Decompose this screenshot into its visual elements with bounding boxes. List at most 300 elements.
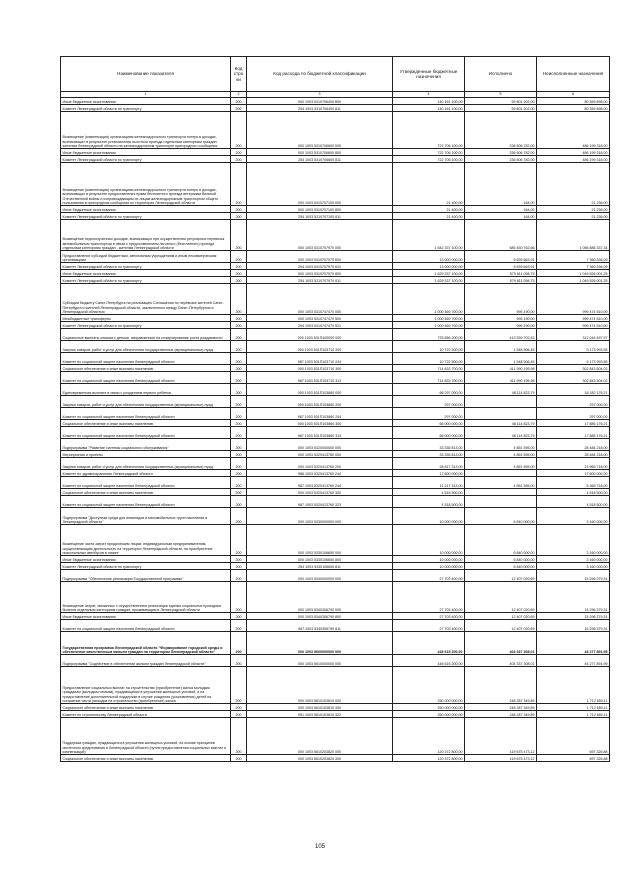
row-name: Социальное обеспечение и иные выплаты населению (61, 365, 231, 372)
col-number: 3 (247, 92, 393, 98)
row-unexecuted: 15 296 379,31 (537, 582, 610, 613)
row-executed: 413 539 702,43 (465, 329, 537, 341)
header-unexecuted: Неисполненные назначения (537, 57, 610, 92)
row-budget-code: 254 1003 5310747470 521 (247, 322, 393, 329)
row-approved: 27 703 400,00 (393, 570, 465, 582)
row-line-code: 200 (231, 477, 247, 489)
row-line-code: 200 (231, 570, 247, 582)
row-line-code: 200 (231, 613, 247, 620)
row-executed: 164,00 (465, 213, 537, 220)
table-row (61, 470, 610, 477)
row-name: Межбюджетные трансферты (61, 315, 231, 322)
row-unexecuted: 15 296 379,31 (537, 620, 610, 632)
row-name: Подпрограмма "Доступная среда для инвалидов и маломобильных групп населения в Ленинградской области" (61, 508, 231, 525)
row-budget-code: 000 1003 531П103860 200 (247, 396, 393, 408)
row-line-code: 200 (231, 353, 247, 365)
row-executed: 248 287 349,89 (465, 667, 537, 704)
table-row (61, 384, 610, 396)
header-budget-code: Код расхода по бюджетной классификации (247, 57, 393, 92)
row-budget-code: 000 1003 5310707100 800 (247, 206, 393, 213)
row-budget-code: 000 1003 531П103860 300 (247, 420, 393, 427)
row-unexecuted: 17 600 000,00 (537, 470, 610, 477)
row-budget-code: 254 1003 5330106650 811 (247, 563, 393, 570)
row-budget-code: 000 1003 5610000000 000 (247, 655, 393, 667)
row-line-code: 200 (231, 365, 247, 372)
row-approved: 27 703 400,00 (393, 582, 465, 613)
row-executed: 236 506 782,00 (465, 156, 537, 163)
row-line-code: 200 (231, 263, 247, 270)
row-approved: 21 400,00 (393, 206, 465, 213)
row-line-code: 200 (231, 620, 247, 632)
row-unexecuted: 21 236,00 (537, 206, 610, 213)
table-row (61, 632, 610, 655)
table-row (61, 704, 610, 711)
row-approved: 13 000 000,00 (393, 263, 465, 270)
row-budget-code: 000 1003 5320413760 200 (247, 458, 393, 470)
row-budget-code: 987 1003 531П103860 244 (247, 408, 393, 420)
table-row (61, 508, 610, 525)
page-number: 105 (314, 844, 325, 850)
row-executed: 995 190,00 (465, 322, 537, 329)
row-name: Государственная программа Ленинградской области "Формирование городской среды и обеспечение качественным жильем граждан на территории Ленинградской области" (61, 632, 231, 655)
row-approved: 140 161 100,00 (393, 98, 465, 105)
row-line-code: 200 (231, 112, 247, 149)
row-name: Закупка товаров, работ и услуг для обеспечения государственных (муниципальных) нужд (61, 458, 231, 470)
row-executed: 5 639 663,91 (465, 263, 537, 270)
row-approved: 297 000,00 (393, 396, 465, 408)
row-budget-code: 254 1003 5310706600 811 (247, 156, 393, 163)
row-name: Мероприятия и проекты (61, 451, 231, 458)
row-approved: 10 722 500,00 (393, 353, 465, 365)
row-name: Комитет по социальной защите населения Ленинградской области (61, 477, 231, 489)
row-approved: 1 629 337 100,00 (393, 270, 465, 277)
table-row (61, 582, 610, 613)
table-row (61, 353, 610, 365)
row-unexecuted: 44 277 891,99 (537, 632, 610, 655)
row-unexecuted: 1 056 886 337,34 (537, 220, 610, 251)
row-approved: 448 615 200,00 (393, 655, 465, 667)
table-row (61, 427, 610, 439)
row-executed: 12 407 020,69 (465, 570, 537, 582)
row-budget-code: 000 1003 5310707970 000 (247, 220, 393, 251)
row-executed: 1 548 506,45 (465, 341, 537, 353)
row-budget-code: 951 1003 5610103810 322 (247, 711, 393, 718)
row-budget-code: 000 1003 5330000000 000 (247, 508, 393, 525)
row-executed: 12 407 020,69 (465, 582, 537, 613)
row-line-code: 200 (231, 525, 247, 556)
row-unexecuted: 15 296 379,31 (537, 613, 610, 620)
table-row (61, 284, 610, 315)
row-budget-code: 000 1003 5340000000 000 (247, 570, 393, 582)
row-unexecuted: 23 965 718,00 (537, 458, 610, 470)
row-approved: 27 703 400,00 (393, 620, 465, 632)
header-approved: Утвержденные бюджетные назначения (393, 57, 465, 92)
row-unexecuted: 1 049 526 001,25 (537, 270, 610, 277)
table-row (61, 408, 610, 420)
row-unexecuted: 6 365 718,00 (537, 477, 610, 489)
row-line-code: 200 (231, 384, 247, 396)
row-budget-code: 000 1003 5310706600 000 (247, 112, 393, 149)
row-budget-code: 987 1003 531П103860 313 (247, 427, 393, 439)
row-name: Комитет по строительству Ленинградской области (61, 711, 231, 718)
row-line-code: 200 (231, 704, 247, 711)
row-line-code: 200 (231, 711, 247, 718)
row-name: Возмещение (компенсация) организациям железнодорожного транспорта потерь в доходах, возникающих в результате установления льготного проезда отдельным категориям граждан жителям Ленинградской области на железнодорожном транспорте пригородного сообщения (61, 112, 231, 149)
row-line-code: 200 (231, 341, 247, 353)
table-body (61, 98, 610, 762)
table-row (61, 263, 610, 270)
row-name: Социальное обеспечение и иные выплаты населению (61, 489, 231, 496)
row-unexecuted: 80 359 898,00 (537, 98, 610, 105)
row-line-code: 200 (231, 439, 247, 451)
table-row (61, 315, 610, 322)
row-unexecuted: 312 016 497,57 (537, 329, 610, 341)
table-row (61, 149, 610, 156)
row-approved: 10 000 000,00 (393, 508, 465, 525)
row-line-code: 200 (231, 496, 247, 508)
row-executed: 6 840 000,00 (465, 508, 537, 525)
row-unexecuted: 1 712 650,11 (537, 704, 610, 711)
row-executed: 1 548 506,45 (465, 353, 537, 365)
row-approved: 1 642 337 100,00 (393, 220, 465, 251)
row-line-code: 200 (231, 489, 247, 496)
table-row (61, 112, 610, 149)
header-code: Код стро ки (231, 57, 247, 92)
row-line-code: 200 (231, 213, 247, 220)
row-unexecuted: 297 000,00 (537, 408, 610, 420)
row-executed: 164,00 (465, 163, 537, 206)
row-budget-code: 254 1003 5310707100 811 (247, 213, 393, 220)
row-name: Возмещение части затрат юридическим лицам, индивидуальным предпринимателям, осуществляющим деятельность на территории Ленинградской области, на приобретение низкопольных автобусов в лизинг (61, 525, 231, 556)
row-unexecuted: 486 199 318,00 (537, 156, 610, 163)
row-unexecuted: 21 236,00 (537, 213, 610, 220)
row-budget-code: 000 1003 5600000000 000 (247, 632, 393, 655)
row-line-code: 200 (231, 396, 247, 408)
row-line-code: 200 (231, 284, 247, 315)
row-name: Подпрограмма "Содействие в обеспечении жильем граждан Ленинградской области" (61, 655, 231, 667)
row-name: Комитет Ленинградской области по транспорту (61, 563, 231, 570)
row-approved: 250 000 000,00 (393, 704, 465, 711)
row-approved: 66 297 000,00 (393, 384, 465, 396)
row-line-code: 200 (231, 322, 247, 329)
row-name: Возмещение затрат, связанных с осуществлением реализации единых социальных проездных билетов отдельным категориям граждан, проживающим в Ленинградской области (61, 582, 231, 613)
row-budget-code: 000 1003 5610203820 000 (247, 718, 393, 755)
row-approved: 120 372 800,00 (393, 755, 465, 762)
table-row (61, 496, 610, 508)
row-executed: 404 337 308,01 (465, 632, 537, 655)
row-name: Иные бюджетные ассигнования (61, 270, 231, 277)
row-approved: 10 722 500,00 (393, 341, 465, 353)
row-line-code: 200 (231, 206, 247, 213)
row-approved: 28 817 313,00 (393, 458, 465, 470)
table-row (61, 270, 610, 277)
table-row (61, 322, 610, 329)
row-unexecuted: 486 199 318,00 (537, 149, 610, 156)
row-executed (465, 470, 537, 477)
row-line-code: 200 (231, 563, 247, 570)
table-row (61, 667, 610, 704)
row-budget-code: 000 1003 5320413760 300 (247, 489, 393, 496)
row-line-code: 200 (231, 315, 247, 322)
row-unexecuted: 1 712 650,11 (537, 667, 610, 704)
row-budget-code: 000 1003 5610203820 300 (247, 755, 393, 762)
row-approved: 17 600 000,00 (393, 470, 465, 477)
row-budget-code: 000 1003 531П100000 000 (247, 329, 393, 341)
row-approved: 1 000 469 700,00 (393, 284, 465, 315)
row-name: Субсидии бюджету Санкт-Петербурга на реализацию Соглашения по перевозке жителей Санкт-Петербурга и жителей Ленинградской области, заключенного между Санкт-Петербургом и Ленинградской областью (61, 284, 231, 315)
row-name: Комитет по социальной защите населения Ленинградской области (61, 427, 231, 439)
row-name: Подпрограмма "Обеспечение реализации Государственной программы" (61, 570, 231, 582)
row-name: Социальное обеспечение и иные выплаты населению (61, 420, 231, 427)
col-number: 4 (393, 92, 465, 98)
row-unexecuted: 999 474 510,00 (537, 284, 610, 315)
row-name: Поддержка граждан, нуждающихся в улучшении жилищных условий, на основе принципов ипотечного кредитования в Ленинградской области (путем предоставления социальных выплат и компенсаций) (61, 718, 231, 755)
row-approved: 27 703 400,00 (393, 613, 465, 620)
row-executed: 6 840 000,00 (465, 556, 537, 563)
table-row (61, 251, 610, 263)
row-budget-code: 254 1003 5310706400 811 (247, 105, 393, 112)
row-executed: 411 990 195,98 (465, 372, 537, 384)
row-name: Иные бюджетные ассигнования (61, 556, 231, 563)
row-unexecuted: 3 160 000,00 (537, 563, 610, 570)
row-executed: 48 114 823,79 (465, 427, 537, 439)
row-executed: 4 851 595,00 (465, 477, 537, 489)
row-unexecuted: 999 474 510,00 (537, 322, 610, 329)
row-executed: 995 190,00 (465, 315, 537, 322)
row-unexecuted: 1 712 650,11 (537, 711, 610, 718)
row-line-code: 200 (231, 655, 247, 667)
row-line-code: 200 (231, 149, 247, 156)
row-executed: 12 407 020,69 (465, 613, 537, 620)
row-line-code: 200 (231, 458, 247, 470)
row-budget-code: 000 1003 5320000000 000 (247, 439, 393, 451)
col-number: 2 (231, 92, 247, 98)
row-budget-code: 254 1003 5310707970 631 (247, 263, 393, 270)
row-executed: 579 811 098,75 (465, 270, 537, 277)
row-unexecuted: 486 199 318,00 (537, 112, 610, 149)
row-line-code: 200 (231, 718, 247, 755)
row-line-code: 200 (231, 251, 247, 263)
row-approved: 140 161 100,00 (393, 105, 465, 112)
row-line-code: 200 (231, 451, 247, 458)
row-executed: 48 114 823,79 (465, 384, 537, 396)
row-name: Закупка товаров, работ и услуг для обеспечения государственных (муниципальных) нужд (61, 396, 231, 408)
row-unexecuted: 28 484 218,00 (537, 439, 610, 451)
document-page (60, 56, 609, 762)
row-approved: 250 000 000,00 (393, 667, 465, 704)
table-header-row (61, 57, 610, 92)
row-line-code: 200 (231, 427, 247, 439)
row-name: Комитет по социальной защите населения Ленинградской области (61, 372, 231, 384)
table-row (61, 563, 610, 570)
row-line-code: 200 (231, 420, 247, 427)
table-row (61, 213, 610, 220)
table-row (61, 655, 610, 667)
row-approved: 250 000 000,00 (393, 711, 465, 718)
row-name: Комитет Ленинградской области по транспорту (61, 277, 231, 284)
row-approved: 66 000 000,00 (393, 427, 465, 439)
row-line-code: 200 (231, 372, 247, 384)
row-executed (465, 408, 537, 420)
row-budget-code: 986 1003 5320413760 244 (247, 470, 393, 477)
row-unexecuted: 1 049 526 001,25 (537, 277, 610, 284)
row-unexecuted: 9 173 993,55 (537, 353, 610, 365)
table-row (61, 451, 610, 458)
row-unexecuted: 999 474 510,00 (537, 315, 610, 322)
row-budget-code: 000 1003 5610103810 300 (247, 704, 393, 711)
row-name: Комитет Ленинградской области по транспорту (61, 263, 231, 270)
row-approved: 10 000 000,00 (393, 563, 465, 570)
row-executed: 6 840 000,00 (465, 525, 537, 556)
row-approved: 11 217 313,00 (393, 477, 465, 489)
row-unexecuted: 28 484 218,00 (537, 451, 610, 458)
row-budget-code: 000 1003 5330106650 800 (247, 556, 393, 563)
table-row (61, 439, 610, 451)
row-budget-code: 000 1003 531П103710 200 (247, 341, 393, 353)
row-executed: 4 851 595,00 (465, 458, 537, 470)
table-row (61, 489, 610, 496)
row-executed: 248 287 349,89 (465, 704, 537, 711)
row-name: Социальные выплаты семьям с детьми, направленные на стимулирование роста рождаемости (61, 329, 231, 341)
row-approved: 1 000 469 700,00 (393, 322, 465, 329)
row-unexecuted: 18 182 176,21 (537, 384, 610, 396)
row-line-code: 200 (231, 755, 247, 762)
row-executed (465, 396, 537, 408)
table-row (61, 755, 610, 762)
row-unexecuted: 7 360 336,09 (537, 263, 610, 270)
row-name: Комитет по социальной защите населения Ленинградской области (61, 496, 231, 508)
table-row (61, 613, 610, 620)
table-row (61, 420, 610, 427)
row-approved: 13 000 000,00 (393, 251, 465, 263)
row-approved: 722 706 100,00 (393, 112, 465, 149)
row-name: Комитет по здравоохранению Ленинградской области (61, 470, 231, 477)
row-budget-code: 000 1003 5310706400 800 (247, 98, 393, 105)
row-budget-code: 000 1003 5310707100 000 (247, 163, 393, 206)
row-unexecuted: 9 173 993,55 (537, 341, 610, 353)
table-row (61, 277, 610, 284)
row-approved: 4 518 500,00 (393, 496, 465, 508)
row-budget-code: 987 1003 531П103710 244 (247, 353, 393, 365)
table-row (61, 98, 610, 105)
row-executed: 236 506 782,00 (465, 112, 537, 149)
row-executed: 4 851 595,00 (465, 439, 537, 451)
row-unexecuted: 3 160 000,00 (537, 508, 610, 525)
row-approved: 722 706 100,00 (393, 149, 465, 156)
row-unexecuted: 697 326,88 (537, 755, 610, 762)
row-name: Социальное обеспечение и иные выплаты населению (61, 755, 231, 762)
row-budget-code: 000 1003 5340306790 800 (247, 613, 393, 620)
row-approved: 33 335 813,00 (393, 451, 465, 458)
row-budget-code: 000 1003 5310706600 800 (247, 149, 393, 156)
row-executed: 248 287 349,89 (465, 711, 537, 718)
row-line-code: 200 (231, 470, 247, 477)
row-name: Подпрограмма "Развитие системы социального обслуживания" (61, 439, 231, 451)
row-executed: 6 840 000,00 (465, 563, 537, 570)
row-executed: 164,00 (465, 206, 537, 213)
row-name: Комитет по социальной защите населения Ленинградской области (61, 408, 231, 420)
row-unexecuted: 80 359 898,00 (537, 105, 610, 112)
row-name: Комитет Ленинградской области по транспорту (61, 156, 231, 163)
table-row (61, 163, 610, 206)
table-row (61, 718, 610, 755)
row-unexecuted: 7 360 336,09 (537, 251, 610, 263)
row-executed: 5 639 663,91 (465, 251, 537, 263)
row-budget-code: 000 1003 5610103810 000 (247, 667, 393, 704)
row-line-code: 200 (231, 329, 247, 341)
row-budget-code: 000 1003 5320413760 000 (247, 451, 393, 458)
col-number: 1 (61, 92, 231, 98)
row-unexecuted: 4 518 500,00 (537, 489, 610, 496)
row-name: Комитет Ленинградской области по транспорту (61, 105, 231, 112)
row-unexecuted: 4 518 500,00 (537, 496, 610, 508)
row-executed: 59 801 202,00 (465, 105, 537, 112)
row-approved: 714 833 700,00 (393, 372, 465, 384)
row-approved: 714 833 700,00 (393, 365, 465, 372)
table-row (61, 620, 610, 632)
row-approved: 4 518 500,00 (393, 489, 465, 496)
row-executed: 411 990 195,98 (465, 365, 537, 372)
row-name: Иные бюджетные ассигнования (61, 98, 231, 105)
row-name: Комитет Ленинградской области по транспорту (61, 213, 231, 220)
row-name: Закупка товаров, работ и услуг для обеспечения государственных (муниципальных) нужд (61, 341, 231, 353)
row-name: Иные бюджетные ассигнования (61, 206, 231, 213)
row-budget-code: 987 1003 5340306790 811 (247, 620, 393, 632)
row-executed: 585 450 762,66 (465, 220, 537, 251)
row-line-code: 200 (231, 98, 247, 105)
row-executed: 119 675 473,12 (465, 718, 537, 755)
row-approved: 10 000 000,00 (393, 556, 465, 563)
row-line-code: 200 (231, 667, 247, 704)
table-row (61, 711, 610, 718)
row-approved: 21 400,00 (393, 163, 465, 206)
row-unexecuted: 302 843 504,02 (537, 365, 610, 372)
row-unexecuted: 17 885 176,21 (537, 427, 610, 439)
row-budget-code: 987 1003 531П103710 313 (247, 372, 393, 384)
row-approved: 33 335 813,00 (393, 439, 465, 451)
row-budget-code: 000 1003 531П103710 300 (247, 365, 393, 372)
row-budget-code: 000 1003 5310747470 000 (247, 284, 393, 315)
row-line-code: 200 (231, 277, 247, 284)
row-executed (465, 496, 537, 508)
row-name: Предоставление субсидий бюджетным, автономным учреждениям и иным некоммерческим организациям (61, 251, 231, 263)
row-executed: 579 811 098,75 (465, 277, 537, 284)
row-approved: 120 372 800,00 (393, 718, 465, 755)
table-row (61, 365, 610, 372)
table-row (61, 525, 610, 556)
header-name: Наименование показателя (61, 57, 231, 92)
row-unexecuted: 17 885 176,21 (537, 420, 610, 427)
row-unexecuted: 3 160 000,00 (537, 525, 610, 556)
row-name: Иные бюджетные ассигнования (61, 149, 231, 156)
table-row (61, 570, 610, 582)
row-approved: 297 000,00 (393, 408, 465, 420)
row-approved: 448 615 200,00 (393, 632, 465, 655)
row-approved: 10 000 000,00 (393, 525, 465, 556)
row-line-code: 200 (231, 270, 247, 277)
row-executed: 4 851 595,00 (465, 451, 537, 458)
row-line-code: 200 (231, 105, 247, 112)
row-executed: 12 407 020,69 (465, 620, 537, 632)
row-name: Комитет Ленинградской области по транспорту (61, 322, 231, 329)
col-number: 5 (465, 92, 537, 98)
row-budget-code: 000 1003 5340306790 000 (247, 582, 393, 613)
row-line-code: 200 (231, 408, 247, 420)
row-executed: 236 506 782,00 (465, 149, 537, 156)
row-unexecuted: 302 843 504,02 (537, 372, 610, 384)
table-row (61, 341, 610, 353)
row-executed: 404 337 308,01 (465, 655, 537, 667)
